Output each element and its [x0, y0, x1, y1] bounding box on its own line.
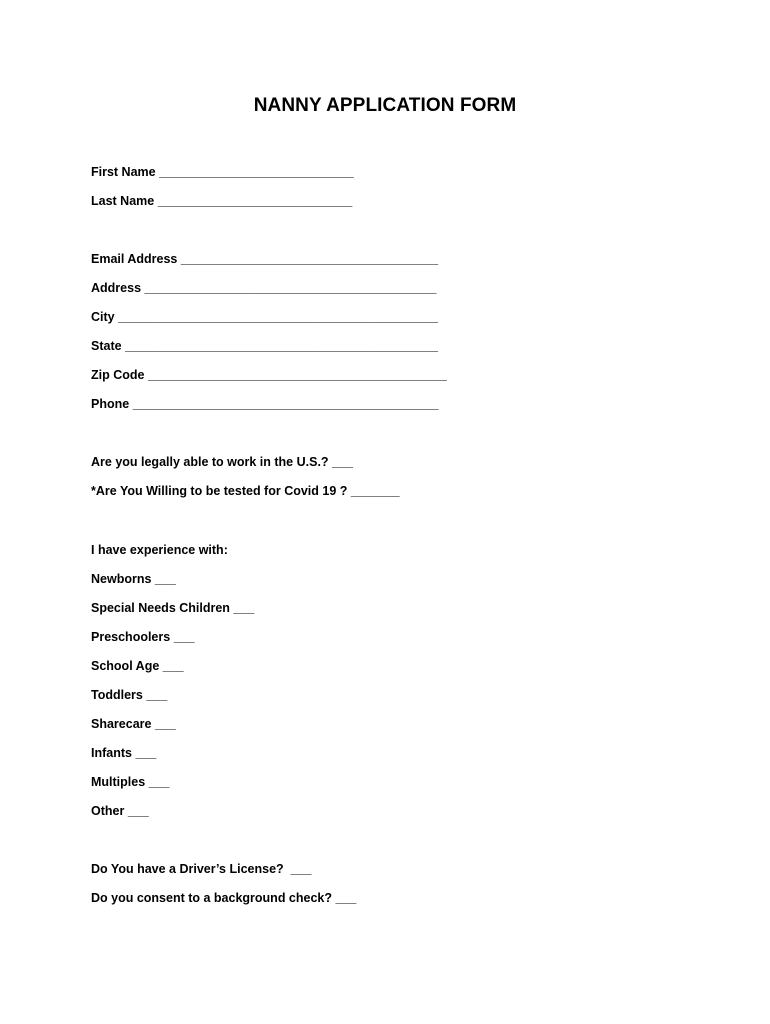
experience-blank[interactable]: ___	[233, 601, 255, 615]
city-field[interactable]	[91, 309, 438, 325]
experience-label: Infants	[91, 746, 132, 760]
experience-heading: I have experience with:	[91, 543, 228, 557]
experience-blank[interactable]: ___	[154, 572, 176, 586]
experience-item-preschoolers[interactable]	[91, 629, 195, 645]
experience-label: Multiples	[91, 775, 146, 789]
experience-blank[interactable]: ___	[135, 746, 157, 760]
experience-item-newborns[interactable]	[91, 571, 176, 587]
experience-blank[interactable]: ___	[148, 775, 170, 789]
phone-field[interactable]	[91, 396, 439, 412]
first-name-field[interactable]	[91, 164, 354, 180]
experience-item-sharecare[interactable]	[91, 716, 176, 732]
address-label: Address	[91, 281, 142, 295]
state-blank[interactable]: _____________________________________________	[125, 339, 438, 353]
experience-item-toddlers[interactable]	[91, 687, 167, 703]
background-check-blank[interactable]: ___	[335, 891, 357, 905]
experience-blank[interactable]: ___	[154, 717, 176, 731]
zip-code-blank[interactable]: ___________________________________________	[147, 368, 447, 382]
legal-work-question[interactable]	[91, 454, 353, 470]
experience-item-infants[interactable]	[91, 745, 156, 761]
zip-code-label: Zip Code	[91, 368, 145, 382]
legal-work-blank[interactable]: ___	[332, 455, 353, 469]
experience-label: Newborns	[91, 572, 152, 586]
first-name-blank[interactable]: ____________________________	[159, 165, 354, 179]
address-field[interactable]	[91, 280, 437, 296]
background-check-question[interactable]	[91, 890, 356, 906]
address-blank[interactable]: __________________________________________	[144, 281, 437, 295]
experience-label: Special Needs Children	[91, 601, 230, 615]
experience-item-school-age[interactable]	[91, 658, 184, 674]
email-blank[interactable]: _____________________________________	[180, 252, 439, 266]
state-field[interactable]	[91, 338, 438, 354]
background-check-label: Do you consent to a background check?	[91, 891, 333, 905]
experience-label: Toddlers	[91, 688, 143, 702]
legal-work-label: Are you legally able to work in the U.S.?	[91, 455, 329, 469]
last-name-blank[interactable]: ____________________________	[157, 194, 353, 208]
state-label: State	[91, 339, 122, 353]
phone-blank[interactable]: ____________________________________________	[132, 397, 439, 411]
covid-test-label: *Are You Willing to be tested for Covid 19 ?	[91, 484, 348, 498]
email-label: Email Address	[91, 252, 178, 266]
covid-test-blank[interactable]: _______	[350, 484, 400, 498]
last-name-field[interactable]	[91, 193, 352, 209]
city-label: City	[91, 310, 115, 324]
experience-label: Preschoolers	[91, 630, 171, 644]
email-field[interactable]	[91, 251, 438, 267]
last-name-label: Last Name	[91, 194, 155, 208]
zip-code-field[interactable]	[91, 367, 447, 383]
covid-test-question[interactable]	[91, 483, 400, 499]
experience-item-other[interactable]	[91, 803, 149, 819]
experience-item-multiples[interactable]	[91, 774, 170, 790]
form-title: NANNY APPLICATION FORM	[253, 95, 517, 116]
experience-blank[interactable]: ___	[127, 804, 149, 818]
phone-label: Phone	[91, 397, 130, 411]
experience-blank[interactable]: ___	[162, 659, 184, 673]
experience-label: Other	[91, 804, 125, 818]
drivers-license-label: Do You have a Driver’s License?	[91, 862, 284, 876]
drivers-license-blank[interactable]: ___	[290, 862, 312, 876]
experience-blank[interactable]: ___	[146, 688, 168, 702]
experience-blank[interactable]: ___	[173, 630, 195, 644]
first-name-label: First Name	[91, 165, 156, 179]
experience-label: School Age	[91, 659, 160, 673]
experience-label: Sharecare	[91, 717, 152, 731]
experience-item-special-needs[interactable]	[91, 600, 254, 616]
drivers-license-question[interactable]	[91, 861, 311, 877]
city-blank[interactable]: ______________________________________________	[118, 310, 438, 324]
